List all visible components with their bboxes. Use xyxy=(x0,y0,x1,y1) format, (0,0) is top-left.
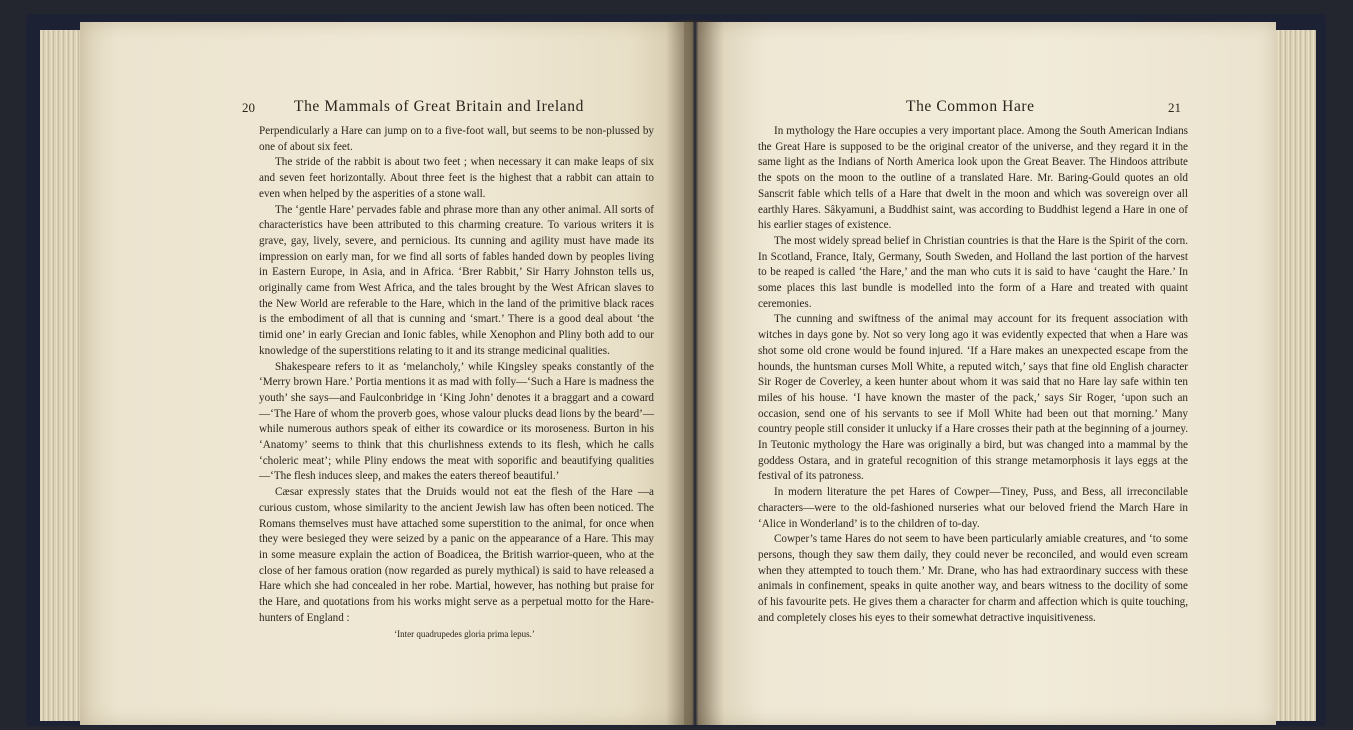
paragraph: The most widely spread belief in Christian countries is that the Hare is the Spirit of the corn. In Scotland, France, Italy, Germany, South Sweden, and Holland the last portion of the harvest to be reaped is called ‘the Hare,’ and the man who cuts it is said to have ‘caught the Hare.’ In some places this last bundle is modelled into the form of a Hare and treated with quaint ceremonies. xyxy=(758,234,1188,310)
page-number: 21 xyxy=(1168,100,1181,115)
paragraph: The cunning and swiftness of the animal may account for its frequent association with witches in days gone by. Not so very long ago it was evidently expected that when a Hare was shot some old crone would be found injured. ‘If a Hare makes an unexpected escape from the hounds, the huntsman curses Moll White, a reputed witch,’ says that fine old English character Sir Roger de Coverley, a keen hunter about whom it was said that no Hare lay safe within ten miles of his house. ‘I have known the master of the pack,’ says Sir Roger, ‘upon such an occasion, send one of his servants to see if Moll White had been out that morning.’ Many country people still consider it unlucky if a Hare crosses their path at the beginning of a journey. In Teutonic mythology the Hare was originally a bird, but was changed into a mammal by the goddess Ostara, and in grateful recognition of this strange metamorphosis it lays eggs at the festival of its patroness. xyxy=(758,313,1188,483)
running-head: The Common Hare xyxy=(906,98,1035,115)
paragraph: The stride of the rabbit is about two feet ; when necessary it can make leaps of six and seven feet horizontally. About three feet is the highest that a rabbit can attain to even when helped by the asperities of a stone wall. xyxy=(259,156,654,200)
latin-quote: ‘Inter quadrupedes gloria prima lepus.’ xyxy=(394,628,535,639)
paragraph: In modern literature the pet Hares of Cowper—Tiney, Puss, and Bess, all irreconcilable characters—were to the old-fashioned nurseries what our beloved friend the March Hare in ‘Alice in Wonderland’ is to the children of to-day. xyxy=(758,486,1188,530)
page-body xyxy=(259,124,654,642)
page-body xyxy=(758,124,1188,627)
left-page xyxy=(80,22,704,725)
open-book xyxy=(40,20,1316,725)
running-head: The Mammals of Great Britain and Ireland xyxy=(294,98,584,115)
paragraph: Cæsar expressly states that the Druids would not eat the flesh of the Hare —a curious custom, whose similarity to the ancient Jewish law has often been noticed. The Romans themselves must have attached some superstition to the animal, for once when they were besieged they were seized by a panic on the appearance of a Hare. This may in some measure explain the action of Boadicea, the British warrior-queen, who at the close of her famous oration (now regarded as purely mythical) is said to have released a Hare which she had concealed in her robe. Martial, however, has nothing but praise for the Hare, and quotations from his works might serve as a perpetual motto for the Hare-hunters of England : xyxy=(259,486,654,624)
paragraph: Cowper’s tame Hares do not seem to have been particularly amiable creatures, and ‘to some persons, though they saw them daily, they could never be reconciled, and would even scream when they attempted to touch them.’ Mr. Drane, who has had extraordinary success with these animals in confinement, speaks in quite another way, and bears witness to the docility of some of his favourite pets. He gives them a character for charm and affection which is quite touching, and completely closes his eyes to their somewhat detractive inquisitiveness. xyxy=(758,533,1188,624)
paragraph: Shakespeare refers to it as ‘melancholy,’ while Kingsley speaks constantly of the ‘Merry brown Hare.’ Portia mentions it as mad with folly—‘Such a Hare is madness the youth’ she says—and Faulconbridge in ‘King John’ denotes it a braggart and a coward—‘The Hare of whom the proverb goes, whose valour plucks dead lions by the beard’—while numerous authors speak of either its cowardice or its moroseness. Burton in his ‘Anatomy’ seems to think that this churlishness extends to its flesh, which he calls ‘choleric meat’; while Pliny endows the meat with soporific and beautifying qualities—‘The flesh induces sleep, and makes the eaters thereof beautiful.’ xyxy=(259,360,654,483)
paragraph: Perpendicularly a Hare can jump on to a five-foot wall, but seems to be non-plussed by one of about six feet. xyxy=(259,125,654,153)
right-page xyxy=(684,22,1276,725)
book-gutter xyxy=(666,20,724,725)
page-number: 20 xyxy=(242,100,255,115)
paragraph: In mythology the Hare occupies a very important place. Among the South American Indians the Great Hare is supposed to be the original creator of the universe, and they regard it in the same light as the Indians of North America look upon the Great Beaver. The Hindoos attribute the spots on the moon to the outline of a translated Hare. Mr. Baring-Gould quotes an old Sanscrit fable which tells of a Hare that dwelt in the moon and which was sovereign over all earthly Hares. Sâkyamuni, a Buddhist saint, was according to Buddhist legend a Hare in one of his earlier stages of existence. xyxy=(758,125,1188,232)
paragraph: The ‘gentle Hare’ pervades fable and phrase more than any other animal. All sorts of characteristics have been attributed to this charming creature. To various writers it is grave, gay, lively, severe, and pernicious. Its cunning and agility must have made its impression on early man, for we find all sorts of fables handed down by peoples living in Eastern Europe, in Asia, and in Africa. ‘Brer Rabbit,’ Sir Harry Johnston tells us, originally came from West Africa, and the tales brought by the West African slaves to the New World are referable to the Hare, which in the land of the primitive black races is the embodiment of all that is cunning and ‘smart.’ There is a good deal about ‘the timid one’ in early Grecian and Ionic fables, while Xenophon and Pliny both add to our knowledge of the superstitions relating to it and its strange medicinal qualities. xyxy=(259,203,654,357)
